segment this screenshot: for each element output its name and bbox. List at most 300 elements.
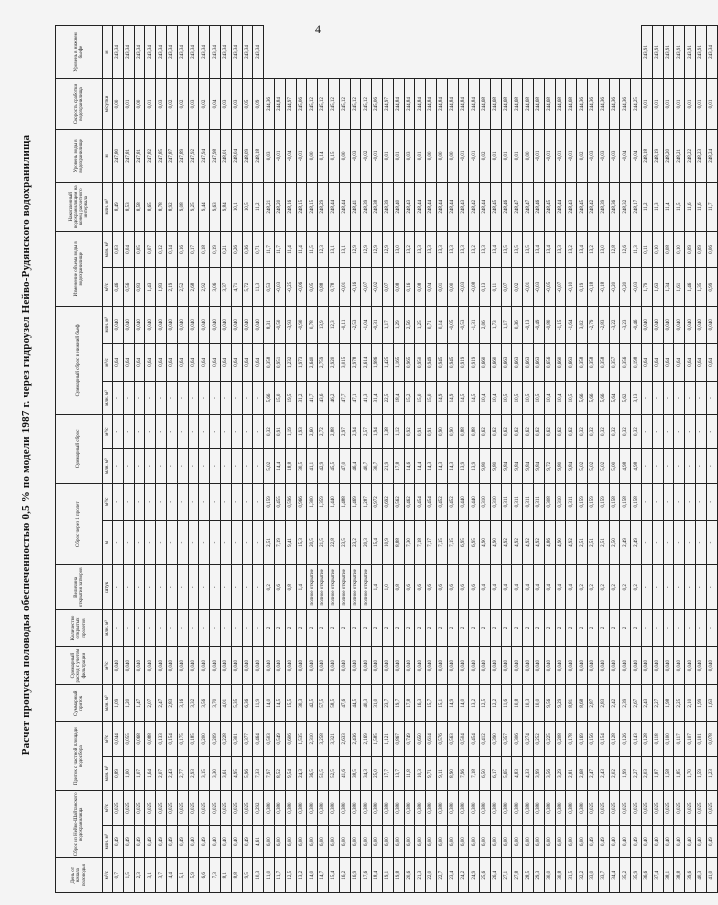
table-cell: -	[188, 449, 199, 484]
table-cell: 0,03	[404, 129, 415, 182]
table-cell: 19,8	[393, 858, 404, 893]
table-cell: 0,40	[696, 825, 707, 858]
table-cell: 245,12	[350, 79, 361, 130]
table-cell: 3,56	[544, 756, 555, 791]
table-cell: 3,56	[199, 685, 210, 722]
table-cell: 0,158	[620, 484, 631, 521]
table-cell: 0,49	[134, 825, 145, 858]
table-cell: -	[706, 565, 717, 610]
table-cell: 2	[490, 610, 501, 647]
table-cell: 1,20	[123, 685, 134, 722]
header-day: День от начала половодья	[56, 858, 103, 893]
table-cell: 1,232	[285, 343, 296, 382]
table-cell: -	[123, 449, 134, 484]
table-cell: 9,11	[436, 756, 447, 791]
table-cell: 2	[620, 610, 631, 647]
table-cell: 0,91	[274, 414, 285, 449]
table-cell: -	[210, 382, 221, 415]
table-cell: -0,01	[458, 129, 469, 182]
table-cell: 248,32	[620, 182, 631, 231]
table-cell: 0,040	[393, 646, 404, 685]
table-cell: -	[156, 610, 167, 647]
table-cell: 0,040	[199, 306, 210, 343]
table-cell: 248,38	[372, 182, 383, 231]
table-cell: 2	[426, 610, 437, 647]
table-cell: 0,4	[512, 565, 523, 610]
table-cell: 247,98	[210, 129, 221, 182]
header-speed: Скорость сработки водохранилища	[56, 79, 103, 130]
table-cell: -0,01	[296, 129, 307, 182]
table-body	[113, 26, 718, 893]
table-cell: 7,19	[274, 520, 285, 565]
table-cell: 0,40	[210, 825, 221, 858]
table-cell: 0,89	[113, 756, 124, 791]
table-cell: 0,00	[447, 268, 458, 307]
table-cell: 8,68	[577, 685, 588, 722]
table-cell: 0,380	[361, 791, 372, 826]
unit-cell: м³/с	[103, 858, 113, 893]
table-cell: 244,25	[631, 79, 642, 130]
table-cell: -0,20	[620, 268, 631, 307]
table-cell: 14,3	[426, 449, 437, 484]
table-cell: 0,040	[318, 646, 329, 685]
table-cell: -	[242, 484, 253, 521]
table-cell: 2	[393, 610, 404, 647]
table-cell: 1,425	[382, 343, 393, 382]
table-cell: 244,84	[436, 79, 447, 130]
table-cell: -0,50	[274, 306, 285, 343]
table-cell: 11,4	[296, 231, 307, 268]
table-cell: 0,965	[404, 343, 415, 382]
table-cell: -	[177, 484, 188, 521]
table-cell: 14,6	[404, 449, 415, 484]
unit-cell: м³/с	[103, 268, 113, 307]
table-cell: 0,83	[134, 268, 145, 307]
table-cell: 6,00	[339, 825, 350, 858]
table-cell: 17,7	[382, 756, 393, 791]
table-cell: 13,9	[469, 449, 480, 484]
table-cell: 0,88	[469, 414, 480, 449]
table-cell: 0,04	[123, 231, 134, 268]
table-cell: 11,2	[253, 182, 264, 231]
table-cell: 13,4	[534, 231, 545, 268]
table-cell: 244,68	[480, 79, 491, 130]
table-cell: -	[134, 484, 145, 521]
table-row	[480, 26, 491, 893]
table-cell: 243,91	[674, 26, 685, 79]
table-row	[134, 26, 145, 893]
table-cell: 2	[274, 610, 285, 647]
table-row	[145, 26, 156, 893]
table-cell: 9,84	[501, 449, 512, 484]
table-cell: -	[674, 382, 685, 415]
table-cell: 16,2	[339, 858, 350, 893]
table-cell: -	[706, 449, 717, 484]
table-cell: -	[674, 610, 685, 647]
table-cell: 0,4	[480, 565, 491, 610]
table-cell: 0,6	[426, 565, 437, 610]
table-row	[166, 26, 177, 893]
table-cell: 0,025	[631, 791, 642, 826]
table-cell: 9,54	[285, 756, 296, 791]
table-cell: 1,359	[318, 484, 329, 521]
table-cell: 243,91	[642, 26, 653, 79]
table-cell: 12,5	[285, 858, 296, 893]
table-cell: -	[685, 484, 696, 521]
table-cell: -	[253, 565, 264, 610]
unit-cell: штук	[103, 565, 113, 610]
unit-cell: млн. м³	[103, 610, 113, 647]
table-cell: 0,49	[166, 825, 177, 858]
table-cell: 0,310	[555, 484, 566, 521]
table-cell: 0,208	[555, 722, 566, 757]
table-cell: 0,19	[210, 231, 221, 268]
table-cell: 0,357	[501, 722, 512, 757]
table-cell: -	[685, 565, 696, 610]
table-cell: 244,84	[404, 79, 415, 130]
table-cell: -	[663, 520, 674, 565]
table-cell: 2	[404, 610, 415, 647]
table-cell: 2,97	[339, 414, 350, 449]
table-cell: 31,2	[296, 382, 307, 415]
table-cell: 16,9	[350, 858, 361, 893]
table-cell: 0,040	[145, 306, 156, 343]
table-row	[458, 26, 469, 893]
table-cell: -	[674, 449, 685, 484]
table-cell: 11,3	[631, 231, 642, 268]
table-cell: -2,53	[350, 306, 361, 343]
table-cell: 0,00	[134, 79, 145, 130]
table-cell: 0,18	[199, 231, 210, 268]
table-cell: 0,454	[415, 484, 426, 521]
table-cell: 0,91	[415, 414, 426, 449]
table-row	[156, 26, 167, 893]
table-cell: 0,306	[512, 722, 523, 757]
table-cell: 58,5	[328, 685, 339, 722]
table-cell: 6,00	[447, 825, 458, 858]
table-cell: 1,61	[674, 268, 685, 307]
table-cell: 0,040	[642, 646, 653, 685]
table-cell: 2	[588, 610, 599, 647]
table-cell: -	[663, 565, 674, 610]
table-cell: 0,945	[436, 343, 447, 382]
table-cell: 1,17	[501, 306, 512, 343]
table-cell: 243,34	[156, 26, 167, 79]
table-cell: -1,31	[469, 306, 480, 343]
table-cell: -	[145, 565, 156, 610]
table-cell: -	[642, 382, 653, 415]
header-opening-height: Величина открытия затворов	[56, 565, 103, 610]
table-cell: 0,040	[663, 306, 674, 343]
table-cell: 248,44	[339, 182, 350, 231]
table-cell: 6,00	[350, 825, 361, 858]
table-cell: 0,949	[426, 343, 437, 382]
table-cell: 0,209	[210, 722, 221, 757]
table-cell: 0,32	[598, 414, 609, 449]
table-cell: 0,17	[188, 231, 199, 268]
table-cell: 2	[436, 610, 447, 647]
table-cell: 0,292	[253, 791, 264, 826]
table-cell: -	[231, 520, 242, 565]
table-row	[577, 26, 588, 893]
table-cell: 0,660	[480, 343, 491, 382]
table-cell: 0,380	[307, 791, 318, 826]
table-cell: -	[156, 520, 167, 565]
table-cell: -	[166, 414, 177, 449]
table-cell: 6,00	[566, 825, 577, 858]
table-cell: 14,0	[264, 685, 275, 722]
table-cell: 2	[285, 610, 296, 647]
table-row	[113, 26, 124, 893]
table-cell: 0,663	[512, 343, 523, 382]
table-cell: 2	[328, 610, 339, 647]
table-cell: 244,97	[285, 79, 296, 130]
table-cell: -	[231, 610, 242, 647]
table-cell: 248,18	[253, 129, 264, 182]
table-cell: 10,9	[382, 520, 393, 565]
table-cell: -	[253, 382, 264, 415]
table-cell: 0,64	[145, 343, 156, 382]
table-cell: 0,040	[566, 646, 577, 685]
table-cell: 2,60	[307, 414, 318, 449]
table-cell: 2,49	[620, 520, 631, 565]
table-cell: -1,64	[566, 306, 577, 343]
table-cell: 11,7	[274, 231, 285, 268]
table-cell: 31,4	[372, 382, 383, 415]
table-cell: -	[145, 382, 156, 415]
table-cell: 40,3	[696, 858, 707, 893]
table-cell: 1,287	[361, 484, 372, 521]
table-cell: 2,310	[307, 722, 318, 757]
table-cell: 2	[523, 610, 534, 647]
table-cell: 1,23	[706, 756, 717, 791]
table-cell: 9,84	[220, 182, 231, 231]
table-cell: 12,2	[490, 685, 501, 722]
table-cell: -0,03	[588, 129, 599, 182]
table-cell: 12,6	[620, 231, 631, 268]
table-cell: 0,01	[123, 79, 134, 130]
table-cell: 0,380	[393, 791, 404, 826]
table-cell: 2,93	[188, 756, 199, 791]
table-cell: 6,00	[307, 825, 318, 858]
table-cell: -	[652, 414, 663, 449]
table-cell: -	[696, 449, 707, 484]
table-cell: 0,380	[555, 791, 566, 826]
table-cell: 6,00	[512, 825, 523, 858]
table-cell: -	[231, 565, 242, 610]
table-cell: 244,68	[555, 79, 566, 130]
table-cell: 243,91	[696, 26, 707, 79]
table-cell: 0,64	[210, 343, 221, 382]
table-cell: 4,98	[631, 449, 642, 484]
table-cell: 248,23	[696, 129, 707, 182]
table-row	[188, 26, 199, 893]
table-cell: 30,7	[372, 449, 383, 484]
table-cell: 6,00	[436, 825, 447, 858]
table-cell: 15,7	[426, 685, 437, 722]
table-cell: полное открытие	[328, 565, 339, 610]
table-cell: 0,454	[426, 484, 437, 521]
table-cell: 4,90	[490, 520, 501, 565]
table-cell: 4,86	[544, 520, 555, 565]
table-cell: 2	[480, 610, 491, 647]
table-cell: 0,62	[534, 414, 545, 449]
table-cell: 0,380	[566, 791, 577, 826]
table-cell: 3,7	[156, 858, 167, 893]
table-cell: 17,6	[361, 858, 372, 893]
table-cell: 15,0	[274, 382, 285, 415]
table-cell: -	[220, 610, 231, 647]
table-cell: 0,4	[544, 565, 555, 610]
table-cell: 0,03	[220, 79, 231, 130]
table-cell: 0,71	[253, 231, 264, 268]
table-cell: 38,8	[674, 858, 685, 893]
table-row	[544, 26, 555, 893]
table-cell: -0,01	[566, 129, 577, 182]
table-cell: -	[210, 610, 221, 647]
table-cell: 0,01	[415, 129, 426, 182]
table-cell: -	[134, 382, 145, 415]
table-cell: 32,2	[577, 858, 588, 893]
table-cell: 0,32	[577, 414, 588, 449]
table-cell: -	[706, 414, 717, 449]
table-cell: -	[652, 382, 663, 415]
table-cell: 1,4	[296, 565, 307, 610]
table-cell: 0,040	[674, 646, 685, 685]
table-cell: 0,49	[123, 825, 134, 858]
table-cell: 34,3	[361, 756, 372, 791]
table-cell: 0,62	[555, 414, 566, 449]
table-cell: 0,412	[480, 722, 491, 757]
table-row	[555, 26, 566, 893]
table-cell: 0,100	[663, 722, 674, 757]
table-cell: 4,92	[512, 520, 523, 565]
table-cell: 0,12	[156, 231, 167, 268]
table-cell: 23,7	[382, 685, 393, 722]
table-cell: 0,380	[447, 791, 458, 826]
table-cell: 1,300	[307, 484, 318, 521]
table-cell: 243,91	[663, 26, 674, 79]
table-cell: -	[145, 610, 156, 647]
table-cell: 248,20	[274, 182, 285, 231]
table-cell: полное открытие	[361, 565, 372, 610]
table-cell: -	[242, 565, 253, 610]
table-cell: 2,633	[339, 722, 350, 757]
table-cell: 11,3	[253, 268, 264, 307]
table-cell: -	[220, 414, 231, 449]
table-cell: -	[231, 414, 242, 449]
table-cell: 12,9	[382, 231, 393, 268]
table-row	[264, 26, 275, 893]
table-cell: -	[696, 414, 707, 449]
table-row	[372, 26, 383, 893]
table-row	[652, 26, 663, 893]
table-cell: 2,56	[404, 306, 415, 343]
table-cell: 0,200	[199, 722, 210, 757]
table-cell: 0,64	[123, 343, 134, 382]
table-cell: 0,01	[642, 79, 653, 130]
table-cell: 4,92	[523, 520, 534, 565]
table-cell: 248,15	[296, 182, 307, 231]
table-cell: -0,01	[274, 129, 285, 182]
table-cell: 10,3	[415, 756, 426, 791]
table-cell: 0,040	[490, 646, 501, 685]
table-cell: 6,00	[274, 825, 285, 858]
table-cell: -	[199, 414, 210, 449]
table-row	[620, 26, 631, 893]
table-cell: 1,469	[350, 484, 361, 521]
table-cell: -	[242, 382, 253, 415]
table-cell: 1,64	[145, 756, 156, 791]
table-cell: 0,32	[609, 414, 620, 449]
table-cell: 248,21	[264, 182, 275, 231]
table-cell: 9,84	[512, 449, 523, 484]
table-cell: 9,80	[555, 449, 566, 484]
table-cell: -	[199, 565, 210, 610]
table-cell: 2	[339, 610, 350, 647]
table-cell: 245,12	[339, 79, 350, 130]
table-cell: 0,088	[145, 722, 156, 757]
table-cell: -	[166, 565, 177, 610]
table-cell: 2,67	[631, 685, 642, 722]
table-cell: 0,16	[404, 268, 415, 307]
unit-cell: м³/с	[103, 414, 113, 449]
table-cell: -	[166, 449, 177, 484]
table-cell: -	[685, 520, 696, 565]
table-cell: 0,040	[631, 646, 642, 685]
table-cell: 0,6	[404, 565, 415, 610]
table-cell: 0,14	[318, 129, 329, 182]
table-cell: 248,43	[404, 182, 415, 231]
table-cell: 5,66	[588, 382, 599, 415]
table-row	[307, 26, 318, 893]
table-cell: 0,025	[598, 791, 609, 826]
table-cell: 5,1	[177, 858, 188, 893]
table-cell: 5,66	[264, 382, 275, 415]
table-cell: 6,00	[523, 825, 534, 858]
table-cell: 2,25	[674, 685, 685, 722]
table-cell: 23,2	[350, 520, 361, 565]
table-cell: -	[663, 449, 674, 484]
table-cell: 0,025	[674, 791, 685, 826]
unit-cell: м³/с	[103, 722, 113, 757]
table-cell: 0,025	[123, 791, 134, 826]
table-cell: 0,02	[199, 79, 210, 130]
table-cell: -	[166, 382, 177, 415]
table-cell: 0,380	[285, 791, 296, 826]
table-cell: 243,91	[652, 26, 663, 79]
table-cell: 0,7	[113, 858, 124, 893]
table-cell: 2	[458, 610, 469, 647]
table-cell: 6,00	[264, 825, 275, 858]
table-cell: 0,01	[501, 129, 512, 182]
table-cell: 248,18	[642, 129, 653, 182]
table-cell: 0,563	[447, 722, 458, 757]
table-cell: 247,81	[134, 129, 145, 182]
table-cell: -	[663, 414, 674, 449]
table-cell: -	[145, 484, 156, 521]
table-cell: 2	[512, 610, 523, 647]
table-cell: 0,380	[328, 791, 339, 826]
table-cell: -1,04	[361, 306, 372, 343]
table-cell: 0,040	[145, 646, 156, 685]
table-cell: -	[199, 610, 210, 647]
table-cell: 244,68	[523, 79, 534, 130]
table-cell: 0,14	[436, 306, 447, 343]
table-cell: -	[220, 382, 231, 415]
table-cell: -	[113, 449, 124, 484]
table-cell: 9,71	[426, 756, 437, 791]
